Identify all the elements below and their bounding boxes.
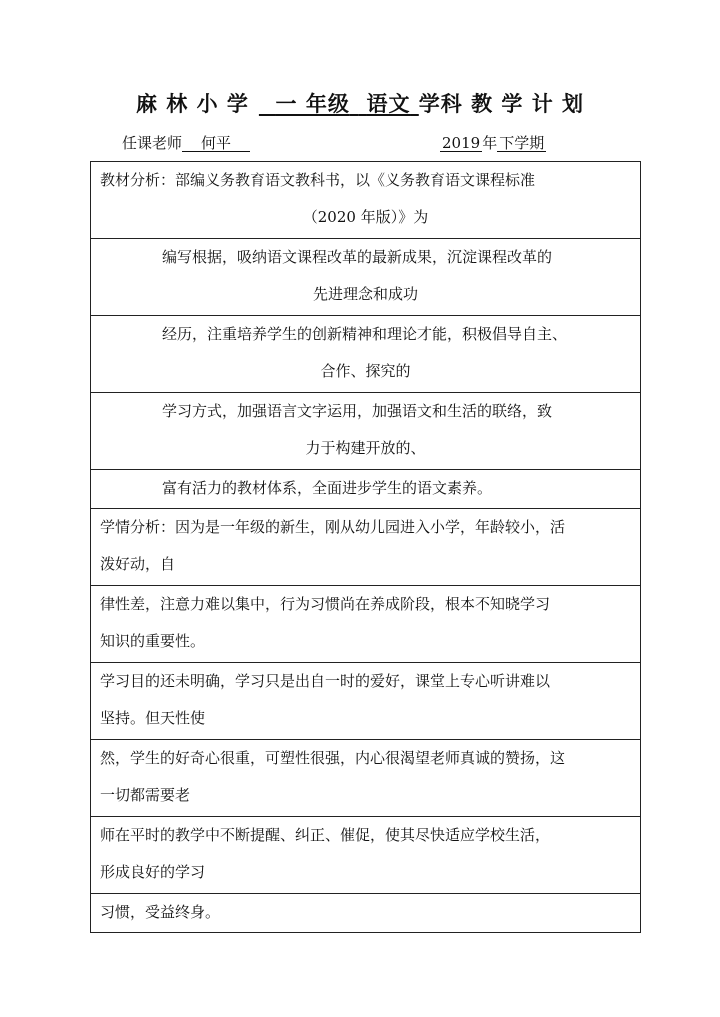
table-cell xyxy=(91,470,641,509)
cell-line: 然，学生的好奇心很重，可塑性很强，内心很渴望老师真诚的赞扬，这 xyxy=(100,749,566,767)
table-cell xyxy=(91,393,641,470)
table-row xyxy=(91,393,641,470)
cell-line: 经历，注重培养学生的创新精神和理论才能，积极倡导自主、 xyxy=(162,325,568,343)
cell-line: 师在平时的教学中不断提醒、纠正、催促，使其尽快适应学校生活， xyxy=(100,826,551,844)
plan-title: 学科 教 学 计 划 xyxy=(418,92,585,116)
table-row xyxy=(91,162,641,239)
cell-line: （2020 年版）》为 xyxy=(302,208,429,226)
table-cell xyxy=(91,894,641,933)
table-cell xyxy=(91,586,641,663)
teacher-name: 何平 xyxy=(182,135,250,152)
teacher-label: 任课老师 xyxy=(122,134,183,152)
cell-line: 一切都需要老 xyxy=(100,786,191,804)
cell-line: 学习目的还未明确，学习只是出自一时的爱好，课堂上专心听讲难以 xyxy=(100,672,551,690)
table-cell xyxy=(91,509,641,586)
table-cell xyxy=(91,817,641,894)
cell-line: 先进理念和成功 xyxy=(312,285,418,303)
table-row xyxy=(91,509,641,586)
table-row xyxy=(91,894,641,933)
plan-table xyxy=(90,161,641,933)
table-row xyxy=(91,817,641,894)
cell-line: 律性差，注意力难以集中，行为习惯尚在养成阶段，根本不知晓学习 xyxy=(100,595,551,613)
cell-line: 学情分析：因为是一年级的新生，刚从幼儿园进入小学，年龄较小，活 xyxy=(100,518,566,536)
table-cell xyxy=(91,239,641,316)
page-title xyxy=(0,88,720,118)
table-row xyxy=(91,470,641,509)
cell-line: 合作、探究的 xyxy=(320,362,411,380)
cell-line: 形成良好的学习 xyxy=(100,863,206,881)
table-cell xyxy=(91,162,641,239)
table-cell xyxy=(91,663,641,740)
cell-line: 富有活力的教材体系，全面进步学生的语文素养。 xyxy=(162,479,493,497)
term-info xyxy=(440,132,546,153)
term-field: 下学期 xyxy=(499,134,545,152)
cell-line: 习惯，受益终身。 xyxy=(100,903,221,921)
year-field: 2019 xyxy=(442,134,481,152)
cell-line: 泼好动，自 xyxy=(100,555,176,573)
cell-line: 教材分析：部编义务教育语文教科书，以《义务教育语文课程标准 xyxy=(100,171,536,189)
table-row xyxy=(91,239,641,316)
cell-line: 知识的重要性。 xyxy=(100,632,206,650)
table-row xyxy=(91,740,641,817)
cell-line: 力于构建开放的、 xyxy=(305,439,426,457)
subtitle-line xyxy=(122,132,682,153)
grade-field: 一 年级 xyxy=(275,92,350,116)
cell-line: 学习方式，加强语言文字运用，加强语文和生活的联络，致 xyxy=(162,402,553,420)
table-row xyxy=(91,586,641,663)
table-row xyxy=(91,663,641,740)
cell-line: 坚持。但天性使 xyxy=(100,709,206,727)
subject-field: 语文 xyxy=(366,92,411,116)
table-row xyxy=(91,316,641,393)
table-cell xyxy=(91,740,641,817)
school-name: 麻 林 小 学 xyxy=(135,92,249,116)
cell-line: 编写根据，吸纳语文课程改革的最新成果，沉淀课程改革的 xyxy=(162,248,553,266)
table-cell xyxy=(91,316,641,393)
year-suffix: 年 xyxy=(482,134,498,152)
